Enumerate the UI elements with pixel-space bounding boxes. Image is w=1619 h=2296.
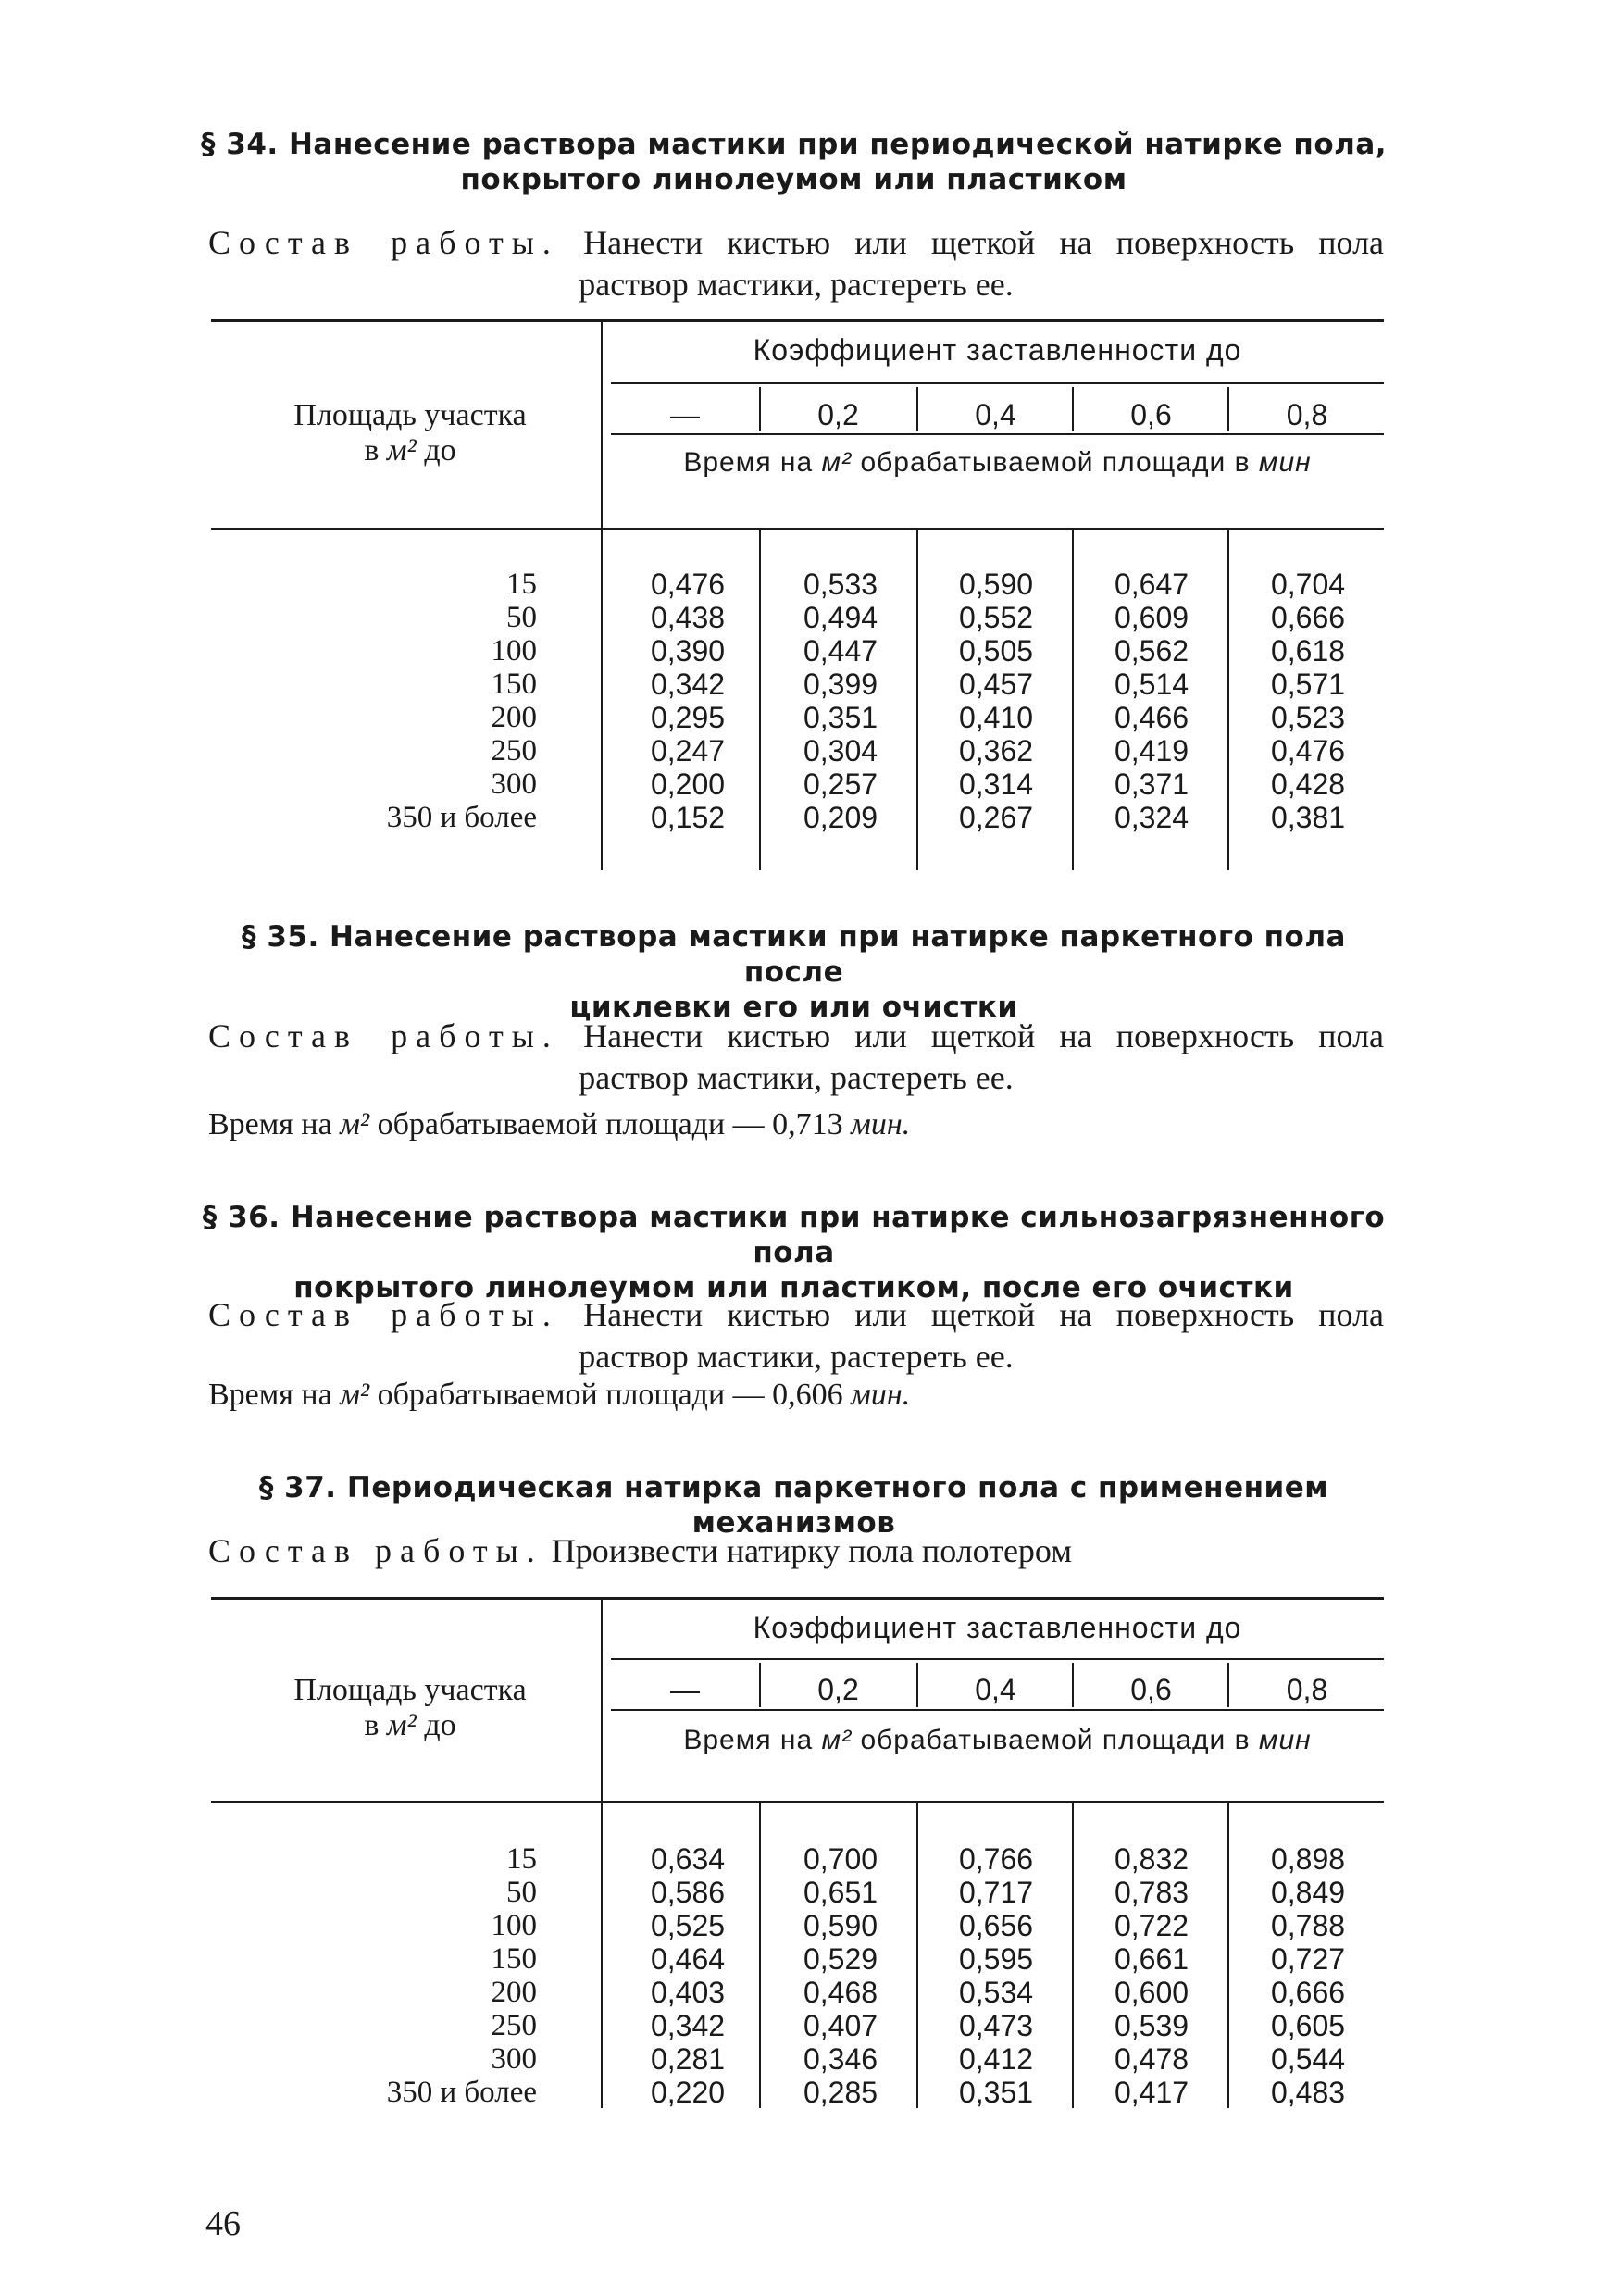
table-row: 350 и более (386, 2076, 537, 2109)
values-col-0: 0,476 0,438 0,390 0,342 0,295 0,247 0,200 0,152 (650, 568, 726, 834)
area-values (211, 1842, 537, 2109)
work-text-line1: Нанести кистью или щеткой на поверхность пола (583, 224, 1385, 261)
header-bottom-rule (211, 528, 1384, 530)
table-top-rule (211, 319, 1384, 322)
area-header: Площадь участка в м² до (293, 1673, 527, 1742)
values-col-2: 0,590 0,552 0,505 0,457 0,410 0,362 0,314 0,267 (958, 568, 1034, 834)
table-row: 15 (506, 568, 537, 601)
table-row: 150 (491, 668, 537, 701)
area-values (211, 568, 537, 834)
values-col-3: 0,647 0,609 0,562 0,514 0,466 0,419 0,371 0,324 (1114, 568, 1189, 834)
time-header: Время на м² обрабатываемой площади в мин (683, 447, 1312, 478)
table-row: 200 (491, 701, 537, 734)
table-row: 350 и более (386, 801, 537, 834)
table-row: 300 (491, 2042, 537, 2076)
values-col-4: 0,898 0,849 0,788 0,727 0,666 0,605 0,544 0,483 (1270, 1842, 1346, 2109)
table-row: 50 (506, 601, 537, 634)
data-col-sep (759, 530, 761, 870)
coef-col-sep (1072, 1663, 1074, 1707)
work-text-line1: Произвести натирку пола полотером (551, 1532, 1073, 1569)
values-col-2: 0,766 0,717 0,656 0,595 0,534 0,473 0,412 0,351 (958, 1842, 1034, 2109)
table-row: 100 (491, 1909, 537, 1942)
time-header: Время на м² обрабатываемой площади в мин (683, 1725, 1312, 1755)
coef-col-3: 0,6 (1130, 398, 1172, 431)
section-36-work-description (208, 1294, 1384, 1378)
work-lead: Состав работы. (208, 1296, 559, 1333)
section-35-time: Время на м² обрабатываемой площади — 0,713 мин. (208, 1107, 911, 1142)
coef-col-1: 0,2 (817, 1673, 859, 1706)
section-37-title: § 37. Периодическая натирка паркетного пола с применением механизмов (258, 1471, 1329, 1540)
table-top-rule (211, 1597, 1384, 1600)
data-col-sep (916, 530, 918, 870)
coef-col-0: — (670, 1673, 700, 1706)
header-bottom-rule (211, 1801, 1384, 1803)
data-col-sep (1227, 1803, 1229, 2108)
area-header: Площадь участка в м² до (293, 398, 527, 468)
work-text-line2: раствор мастики, растереть ее. (579, 266, 1014, 303)
time-rule (611, 433, 1384, 435)
table-row: 150 (491, 1942, 537, 1976)
coef-col-sep (916, 1663, 918, 1707)
page-number: 46 (205, 2204, 241, 2243)
work-text-line2: раствор мастики, растереть ее. (579, 1338, 1014, 1375)
section-35-work-description (208, 1016, 1384, 1099)
table-row: 100 (491, 634, 537, 668)
coef-col-sep (1072, 387, 1074, 431)
section-37-work-description (208, 1530, 1384, 1572)
data-col-sep (1072, 530, 1074, 870)
work-text-line1: Нанести кистью или щеткой на поверхность пола (583, 1296, 1385, 1333)
coef-rule (611, 1658, 1384, 1660)
table-row: 250 (491, 734, 537, 767)
coef-col-1: 0,2 (817, 398, 859, 431)
work-lead: Состав работы. (208, 1017, 559, 1054)
section-36-title: § 36. Нанесение раствора мастики при натирке сильнозагрязненного пола покрытого линолеумом или пластиком, после его очистки (202, 1201, 1386, 1304)
work-lead: Состав работы. (208, 1532, 543, 1569)
section-34-work-description (208, 222, 1384, 306)
table-section-37 (211, 1597, 1384, 2152)
coef-col-0: — (670, 398, 700, 431)
section-34-title: § 34. Нанесение раствора мастики при периодической натирке пола, покрытого линолеумом или пластиком (200, 128, 1388, 196)
coef-col-2: 0,4 (975, 398, 1016, 431)
coef-col-3: 0,6 (1130, 1673, 1172, 1706)
coef-col-sep (759, 1663, 761, 1707)
coef-col-4: 0,8 (1286, 1673, 1328, 1706)
values-col-4: 0,704 0,666 0,618 0,571 0,523 0,476 0,428 0,381 (1270, 568, 1346, 834)
values-col-0: 0,634 0,586 0,525 0,464 0,403 0,342 0,281 0,220 (650, 1842, 726, 2109)
table-row: 50 (506, 1876, 537, 1909)
coef-col-2: 0,4 (975, 1673, 1016, 1706)
work-text-line1: Нанести кистью или щеткой на поверхность пола (583, 1017, 1385, 1054)
table-row: 200 (491, 1976, 537, 2009)
coef-col-sep (759, 387, 761, 431)
section-35-title: § 35. Нанесение раствора мастики при натирке паркетного пола после циклевки его или очистки (242, 920, 1346, 1024)
data-col-sep (759, 1803, 761, 2108)
values-col-1: 0,533 0,494 0,447 0,399 0,351 0,304 0,257 0,209 (803, 568, 878, 834)
coefficient-header: Коэффициент заставленности до (753, 333, 1242, 367)
values-col-3: 0,832 0,783 0,722 0,661 0,600 0,539 0,478 0,417 (1114, 1842, 1189, 2109)
values-col-1: 0,700 0,651 0,590 0,529 0,468 0,407 0,346 0,285 (803, 1842, 878, 2109)
coefficient-header: Коэффициент заставленности до (753, 1611, 1242, 1644)
time-rule (611, 1709, 1384, 1711)
coef-col-sep (1227, 387, 1229, 431)
coef-rule (611, 382, 1384, 384)
coef-col-sep (1227, 1663, 1229, 1707)
work-text-line2: раствор мастики, растереть ее. (579, 1059, 1014, 1096)
work-lead: Состав работы. (208, 224, 559, 261)
section-36-time: Время на м² обрабатываемой площади — 0,606 мин. (208, 1378, 911, 1412)
table-row: 250 (491, 2009, 537, 2042)
table-row: 300 (491, 767, 537, 801)
table-row: 15 (506, 1842, 537, 1876)
data-col-sep (1072, 1803, 1074, 2108)
table-section-34 (211, 319, 1384, 875)
data-col-sep (1227, 530, 1229, 870)
data-col-sep (916, 1803, 918, 2108)
coef-col-sep (916, 387, 918, 431)
coef-col-4: 0,8 (1286, 398, 1328, 431)
